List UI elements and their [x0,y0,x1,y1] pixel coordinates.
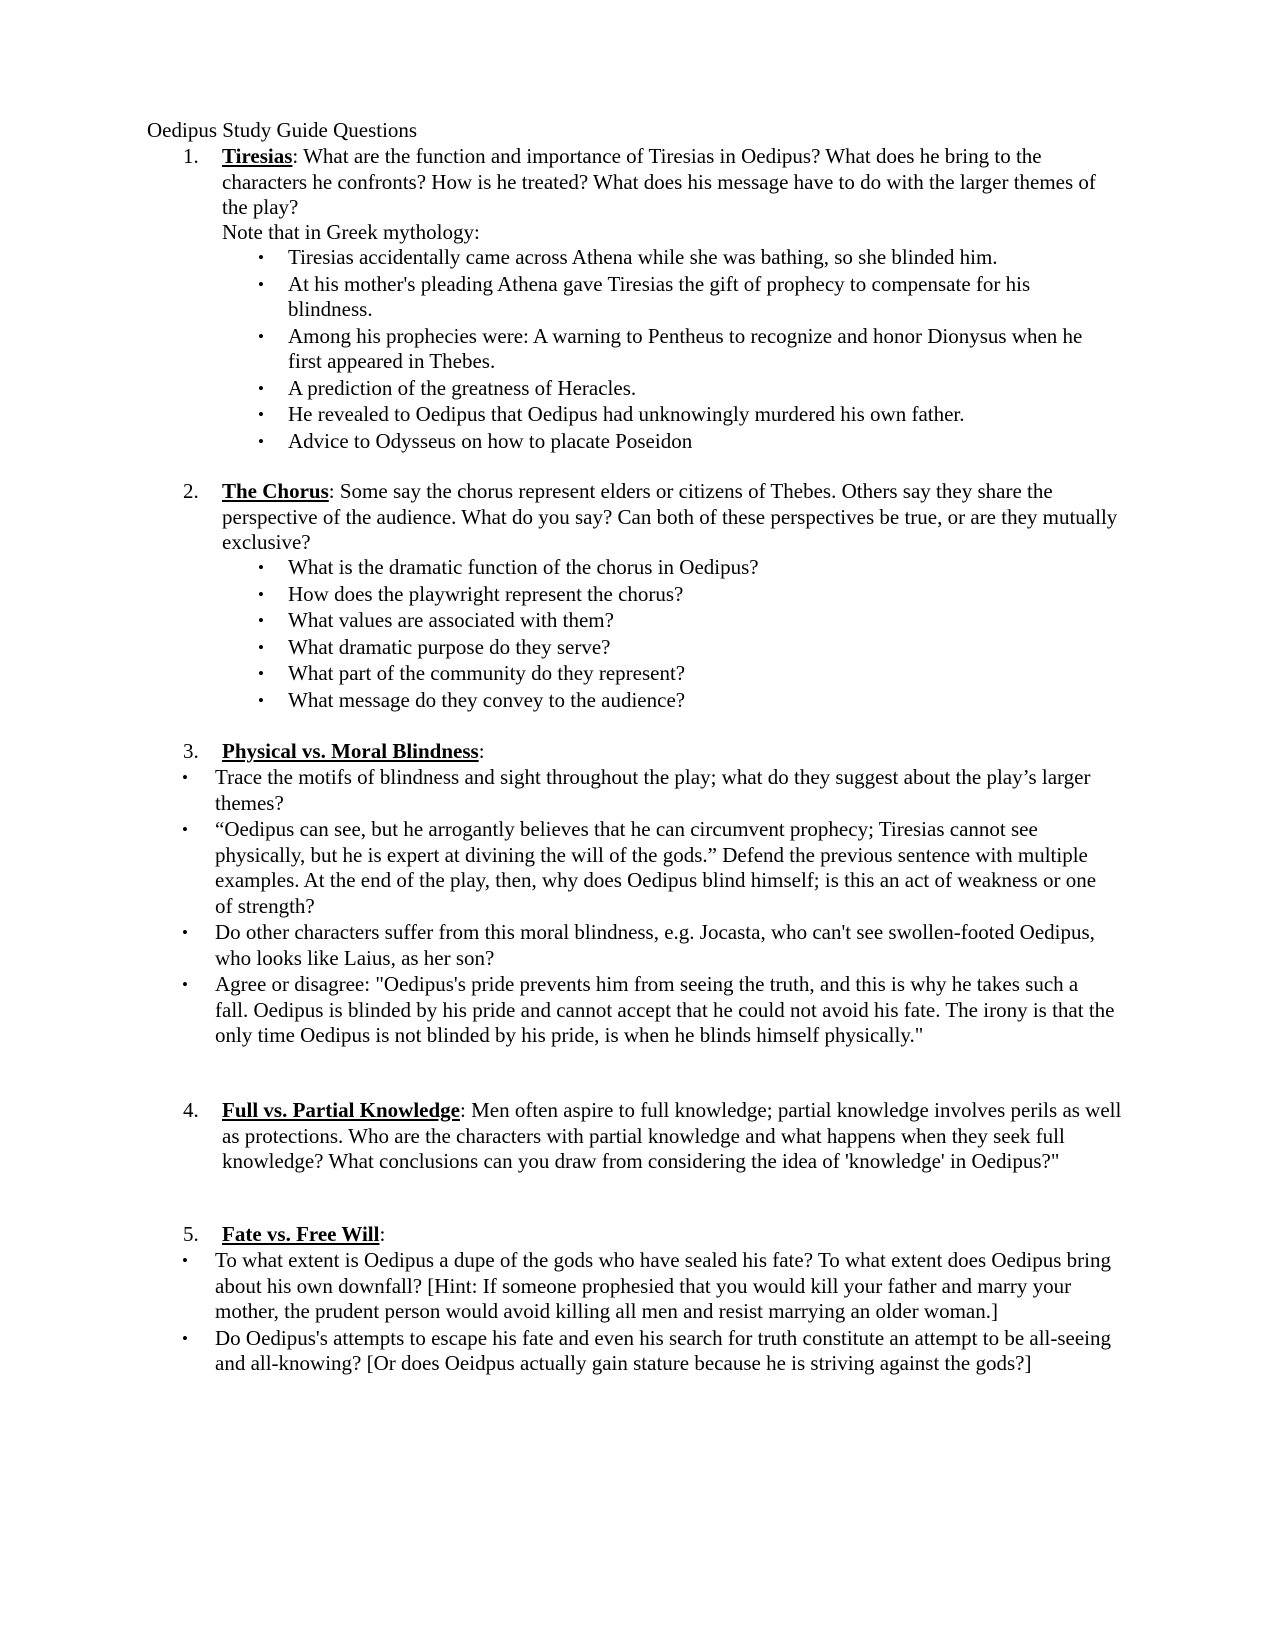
bullet-icon: • [182,820,188,839]
question-text [222,739,1122,765]
question-text [222,1098,1122,1175]
list-item [0,608,1118,634]
bullet-icon: • [258,584,264,604]
question-number: 3. [183,739,199,763]
list-item-text: How does the playwright represent the chorus? [288,581,684,606]
list-item [0,429,1118,455]
bullet-list [0,765,1275,1049]
list-item [0,972,1115,1049]
list-item [0,635,1118,661]
note-line: Note that in Greek mythology: [222,220,480,244]
list-item-text: What dramatic purpose do they serve? [288,634,611,659]
question-heading: Fate vs. Free Will [222,1222,380,1246]
question-number: 2. [183,479,199,503]
bullet-icon: • [258,611,264,630]
list-item [0,817,1115,919]
bullet-icon: • [258,248,264,267]
question-number: 4. [183,1098,199,1122]
list-item-text: Do Oedipus's attempts to escape his fate and even his search for truth constitute an attempt to be all-seeing and all-knowing? [Or does Oeidpus actually gain stature because he is striving against the gods?] [215,1325,1112,1375]
question-text [222,144,1122,221]
bullet-icon: • [258,274,264,294]
bullet-icon: • [258,378,264,398]
list-item [0,582,1118,608]
list-item-text: What values are associated with them? [288,608,614,632]
list-item-text: To what extent is Oedipus a dupe of the gods who have sealed his fate? To what extent does Oedipus bring about his own downfall? [Hint: If someone prophesied that you would kill your father and marry your mother, the prudent person would avoid killing all men and resist marrying an older woman.] [215,1248,1111,1323]
list-item [0,920,1115,971]
list-item-text: Trace the motifs of blindness and sight throughout the play; what do they suggest about the play’s larger themes? [215,765,1091,815]
list-item [0,661,1118,687]
list-item-text: At his mother's pleading Athena gave Tiresias the gift of prophecy to compensate for his blindness. [288,271,1031,321]
list-item [0,555,1118,581]
list-item [0,245,1118,271]
list-item-text: Tiresias accidentally came across Athena while she was bathing, so she blinded him. [288,245,998,269]
list-item [0,765,1115,816]
list-item [0,1248,1115,1325]
list-item [0,688,1118,714]
question-number: 5. [183,1222,199,1246]
list-item [0,376,1118,402]
question-text [222,479,1122,556]
list-item [0,324,1118,375]
question-number: 1. [183,144,199,168]
bullet-icon: • [258,664,264,683]
bullet-icon: • [182,923,188,942]
bullet-list [0,1248,1275,1377]
question-heading: The Chorus [222,479,329,503]
list-item-text: Advice to Odysseus on how to placate Poseidon [288,428,693,453]
bullet-icon: • [258,431,264,451]
list-item [0,1326,1115,1377]
list-item-text: What part of the community do they represent? [288,661,686,685]
bullet-icon: • [182,1328,188,1348]
bullet-icon: • [258,690,264,710]
list-item-text: He revealed to Oedipus that Oedipus had unknowingly murdered his own father. [288,402,965,426]
question-body: : What are the function and importance of Tiresias in Oedipus? What does he bring to the characters he confronts? How is he treated? What does his message have to do with the larger themes of the play? [222,144,1096,219]
list-item-text: A prediction of the greatness of Heracles. [288,375,637,400]
bullet-icon: • [258,326,264,346]
bullet-list [0,245,1275,454]
bullet-icon: • [182,768,188,787]
question-body: : Men often aspire to full knowledge; partial knowledge involves perils as well as protections. Who are the characters with partial knowledge and what happens when they seek full knowledge? What conclusions can you draw from considering the idea of 'knowledge' in Oedipus?" [222,1098,1122,1173]
list-item-text: “Oedipus can see, but he arrogantly believes that he can circumvent prophecy; Tiresias cannot see physically, but he is expert at divining the will of the gods.” Defend the previous sentence with multiple examples. At the end of the play, then, why does Oedipus blind himself; is this an act of weakness or one of strength? [215,817,1097,918]
question-heading: Tiresias [222,144,293,168]
list-item-text: What is the dramatic function of the chorus in Oedipus? [288,555,759,579]
list-item [0,272,1118,323]
bullet-icon: • [258,405,264,424]
bullet-list [0,555,1275,713]
list-item-text: Among his prophecies were: A warning to Pentheus to recognize and honor Dionysus when he first appeared in Thebes. [288,323,1083,373]
question-heading: Full vs. Partial Knowledge [222,1098,460,1122]
list-item-text: Do other characters suffer from this moral blindness, e.g. Jocasta, who can't see swollen-footed Oedipus, who looks like Laius, as her son? [215,920,1095,970]
bullet-icon: • [182,975,188,994]
bullet-icon: • [182,1251,188,1270]
bullet-icon: • [258,558,264,577]
question-heading: Physical vs. Moral Blindness [222,739,479,763]
list-item-text: What message do they convey to the audience? [288,687,686,712]
question-body: : [379,1222,386,1246]
question-text [222,1222,1122,1248]
bullet-icon: • [258,637,264,657]
list-item [0,402,1118,428]
list-item-text: Agree or disagree: "Oedipus's pride prevents him from seeing the truth, and this is why he takes such a fall. Oedipus is blinded by his pride and cannot accept that he could not avoid his fate. The irony is that the only time Oedipus is not blinded by his pride, is when he blinds himself physically." [215,972,1115,1047]
page-title: Oedipus Study Guide Questions [147,118,418,142]
question-body: : Some say the chorus represent elders or citizens of Thebes. Others say they share the perspective of the audience. What do you say? Can both of these perspectives be true, or are they mutually exclusive? [222,479,1118,554]
question-body: : [478,739,485,763]
